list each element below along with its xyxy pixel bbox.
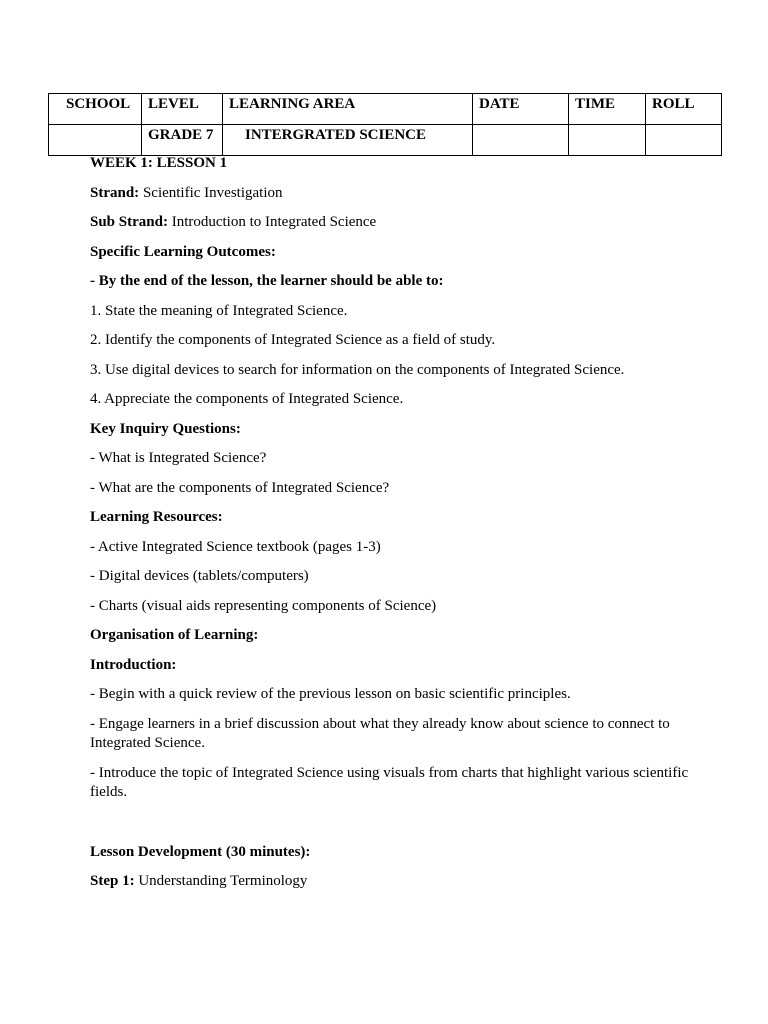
resources-heading: Learning Resources:	[90, 509, 223, 525]
outcome-item: 3. Use digital devices to search for information on the components of Integrated Science.	[90, 361, 625, 378]
inquiry-item: - What are the components of Integrated Science?	[90, 479, 390, 496]
outcomes-heading: Specific Learning Outcomes:	[90, 243, 276, 260]
introduction-item: - Begin with a quick review of the previous lesson on basic scientific principles.	[90, 686, 571, 702]
strand-label: Strand:	[90, 184, 140, 201]
outcome-item: 1. State the meaning of Integrated Science.	[90, 302, 348, 319]
header-time: TIME	[569, 94, 646, 125]
organisation-heading: Organisation of Learning:	[90, 627, 259, 643]
cell-level: GRADE 7	[142, 125, 223, 156]
resource-item: - Digital devices (tablets/computers)	[90, 568, 309, 584]
header-level: LEVEL	[142, 94, 223, 125]
header-date: DATE	[473, 94, 569, 125]
outcome-item: 2. Identify the components of Integrated Science as a field of study.	[90, 332, 496, 348]
step1-value: Understanding Terminology	[134, 873, 308, 889]
week-title: WEEK 1: LESSON 1	[90, 155, 228, 171]
header-row	[49, 94, 722, 125]
strand-line	[90, 184, 690, 204]
introduction-item: - Introduce the topic of Integrated Science using visuals from charts that highlight various scientific fields.	[90, 764, 689, 800]
outcomes-intro: - By the end of the lesson, the learner should be able to:	[90, 273, 444, 289]
outcome-item: 4. Appreciate the components of Integrated Science.	[90, 391, 404, 407]
sub-strand-line	[90, 213, 690, 233]
cell-school	[49, 125, 142, 156]
value-row	[49, 125, 722, 156]
header-school: SCHOOL	[49, 94, 142, 125]
resource-item: - Active Integrated Science textbook (pages 1-3)	[90, 538, 381, 555]
introduction-heading: Introduction:	[90, 656, 177, 673]
cell-time	[569, 125, 646, 156]
strand-value: Scientific Investigation	[139, 184, 283, 201]
header-roll: ROLL	[646, 94, 722, 125]
lesson-header-table	[48, 93, 722, 156]
step1-label: Step 1:	[90, 873, 135, 889]
inquiry-heading: Key Inquiry Questions:	[90, 420, 241, 437]
lesson-content	[90, 154, 690, 902]
sub-strand-value: Introduction to Integrated Science	[167, 214, 377, 230]
inquiry-item: - What is Integrated Science?	[90, 450, 267, 466]
cell-learning-area: INTERGRATED SCIENCE	[223, 125, 473, 156]
cell-roll	[646, 125, 722, 156]
step1-line	[90, 872, 690, 892]
introduction-item: - Engage learners in a brief discussion about what they already know about science to connect to Integrated Science.	[90, 715, 670, 751]
development-heading: Lesson Development (30 minutes):	[90, 843, 311, 860]
spacer	[90, 813, 690, 843]
resource-item: - Charts (visual aids representing components of Science)	[90, 597, 437, 614]
cell-date	[473, 125, 569, 156]
header-learning-area: LEARNING AREA	[223, 94, 473, 125]
sub-strand-label: Sub Strand:	[90, 214, 168, 230]
